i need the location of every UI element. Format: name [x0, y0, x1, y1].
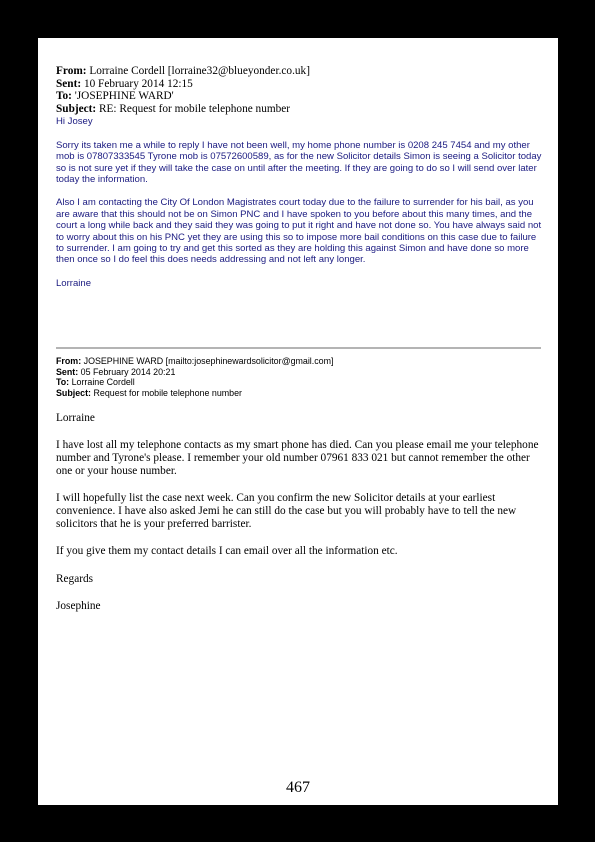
- from-value: Lorraine Cordell [lorraine32@blueyonder.co.uk]: [89, 65, 310, 77]
- sent-label: Sent:: [56, 77, 82, 90]
- original-email: [56, 356, 546, 613]
- subject-label: Subject:: [56, 388, 92, 399]
- original-sent-line: [56, 367, 546, 378]
- page-number: 467: [286, 779, 310, 796]
- from-label: From:: [56, 356, 82, 366]
- from-value: JOSEPHINE WARD [mailto:josephinewardsolicitor@gmail.com]: [83, 356, 334, 366]
- document-page: [38, 38, 558, 805]
- from-label: From:: [56, 65, 87, 77]
- sent-value: 05 February 2014 20:21: [80, 366, 176, 377]
- reply-to-line: [56, 90, 546, 103]
- original-paragraph: If you give them my contact details I can email over all the information etc.: [56, 545, 398, 558]
- subject-value: RE: Request for mobile telephone number: [99, 102, 291, 115]
- subject-value: Request for mobile telephone number: [93, 388, 242, 399]
- reply-signature: Lorraine: [56, 277, 92, 289]
- original-closing: Regards: [56, 572, 94, 585]
- to-value: Lorraine Cordell: [71, 377, 135, 388]
- original-paragraph: I will hopefully list the case next week. Can you confirm the new Solicitor details at your earliest convenience. I have also asked Jemi he can still do the case but you will probably have to tell the new solicitors that he is your preferred barrister.: [56, 492, 517, 531]
- sent-label: Sent:: [56, 366, 79, 377]
- reply-email: [56, 65, 546, 289]
- reply-subject-line: [56, 103, 546, 116]
- original-from-line: [56, 356, 546, 367]
- reply-greeting: Hi Josey: [56, 116, 93, 128]
- sent-value: 10 February 2014 12:15: [83, 77, 193, 90]
- original-subject-line: [56, 388, 546, 399]
- original-signature: Josephine: [56, 599, 101, 612]
- quoted-message-divider: [56, 347, 541, 349]
- original-paragraph: I have lost all my telephone contacts as my smart phone has died. Can you please email me your telephone number and Tyrone's please. I remember your old number 07961 833 021 but cannot remember the other one or your house number.: [56, 438, 539, 478]
- original-to-line: [56, 377, 546, 388]
- to-label: To:: [56, 377, 70, 388]
- reply-paragraph: Sorry its taken me a while to reply I have not been well, my home phone number is 0208 245 7454 and my other mob is 07807333545 Tyrone mob is 07572600589, as for the new Solicitor details Simon is seeing a Solicitor today so is not sure yet if they will take the case on until after the meeting. If they are going to do so I will send over later today the information.: [56, 139, 542, 185]
- to-value: 'JOSEPHINE WARD': [74, 90, 174, 103]
- reply-sent-line: [56, 78, 546, 91]
- reply-from-line: [56, 65, 546, 78]
- to-label: To:: [56, 90, 72, 103]
- original-greeting: Lorraine: [56, 411, 95, 424]
- reply-paragraph: Also I am contacting the City Of London Magistrates court today due to the failure to surrender for his bail, as you are aware that this should not be on Simon PNC and I have spoken to you before about this many times, and the court a long while back and they said they was going to put it right and have not done so. You have always said not to worry about this on his PNC yet they are using this so to impose more bail conditions on this case due to failure to surrender. I am going to try and get this sorted as they are holding this against Simon and have done so more then once so I do feel this does needs addressing and not left any longer.: [56, 197, 542, 266]
- subject-label: Subject:: [56, 102, 97, 115]
